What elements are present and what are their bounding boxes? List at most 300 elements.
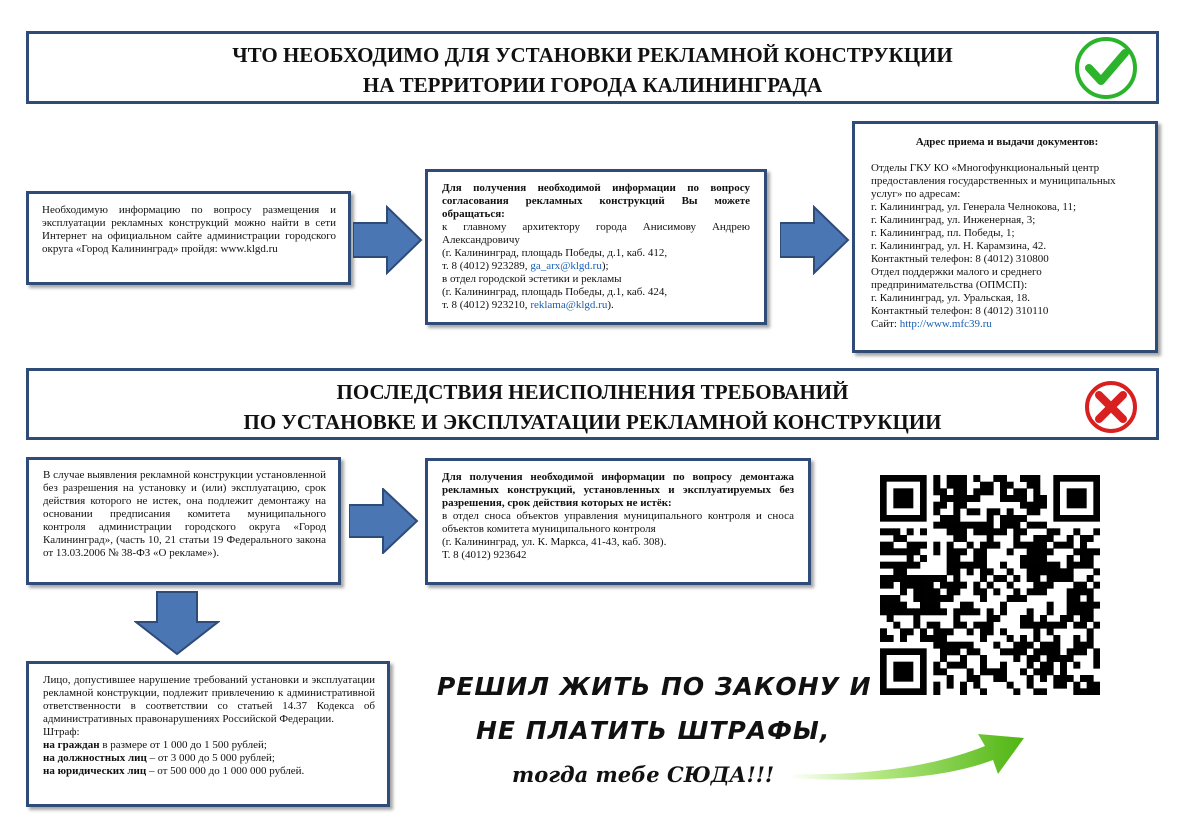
- qr-module: [900, 548, 907, 555]
- qr-module: [960, 622, 967, 629]
- contact-line3: [442, 260, 750, 273]
- qr-module: [1067, 535, 1074, 542]
- qr-module: [953, 515, 960, 522]
- qr-module: [1020, 502, 1027, 509]
- qr-module: [1033, 628, 1040, 635]
- qr-module: [1040, 522, 1047, 529]
- qr-module: [1093, 528, 1100, 535]
- contact-phone-2: т. 8 (4012) 923210,: [442, 299, 531, 311]
- qr-module: [980, 595, 987, 602]
- qr-module: [953, 548, 960, 555]
- qr-module: [1067, 595, 1074, 602]
- qr-module: [980, 568, 987, 575]
- qr-module: [973, 508, 980, 515]
- qr-module: [1053, 635, 1060, 642]
- qr-module: [1087, 615, 1094, 622]
- qr-module: [980, 522, 987, 529]
- qr-module: [980, 655, 987, 662]
- qr-module: [887, 608, 894, 615]
- qr-module: [1000, 522, 1007, 529]
- qr-module: [967, 495, 974, 502]
- banner-requirements: [26, 31, 1159, 104]
- qr-module: [987, 488, 994, 495]
- qr-module: [987, 535, 994, 542]
- qr-module: [993, 528, 1000, 535]
- qr-module: [1020, 562, 1027, 569]
- qr-module: [1040, 568, 1047, 575]
- qr-module: [947, 682, 954, 689]
- qr-module: [920, 528, 927, 535]
- qr-module: [1007, 515, 1014, 522]
- fine-citizens-amount: в размере от 1 000 до 1 500 рублей;: [99, 739, 267, 751]
- qr-module: [887, 595, 894, 602]
- qr-module: [1093, 682, 1100, 689]
- contact-box: [425, 169, 767, 325]
- qr-module: [953, 562, 960, 569]
- qr-module: [940, 495, 947, 502]
- address-line: г. Калининград, ул. Н. Карамзина, 42.: [871, 240, 1047, 252]
- qr-module: [973, 522, 980, 529]
- qr-module: [907, 628, 914, 635]
- qr-module: [973, 648, 980, 655]
- qr-module: [1013, 528, 1020, 535]
- qr-module: [953, 622, 960, 629]
- qr-module: [980, 542, 987, 549]
- qr-module: [1073, 562, 1080, 569]
- qr-module: [900, 628, 907, 635]
- qr-module: [1080, 555, 1087, 562]
- qr-module: [1013, 688, 1020, 695]
- qr-module: [987, 615, 994, 622]
- qr-module: [1020, 615, 1027, 622]
- contact-line1: к главному архитектору города Анисимову Андрею Александровичу: [442, 221, 750, 246]
- qr-module: [1007, 482, 1014, 489]
- qr-module: [1067, 648, 1074, 655]
- qr-module: [1027, 682, 1034, 689]
- qr-module: [1000, 488, 1007, 495]
- qr-module: [947, 515, 954, 522]
- qr-module: [1000, 515, 1007, 522]
- qr-module: [893, 548, 900, 555]
- qr-module: [1020, 648, 1027, 655]
- qr-module: [1060, 542, 1067, 549]
- qr-module: [1007, 508, 1014, 515]
- qr-module: [1053, 575, 1060, 582]
- qr-module: [893, 622, 900, 629]
- qr-module: [1060, 568, 1067, 575]
- qr-module: [933, 522, 940, 529]
- dismantle-contact-line1: в отдел сноса объектов управления муниципального контроля и сноса объектов комитета муниципального контроля: [442, 510, 794, 535]
- qr-module: [993, 575, 1000, 582]
- qr-module: [947, 642, 954, 649]
- qr-module: [1047, 602, 1054, 609]
- qr-module: [933, 548, 940, 555]
- info-text: Необходимую информацию по вопросу размещения и эксплуатации рекламных конструкций можно найти в сети Интернет на официальном сайте администрации городского округа «Город Калининград» пройдя: www.klgd.ru: [42, 204, 336, 255]
- qr-module: [1027, 642, 1034, 649]
- qr-module: [1033, 522, 1040, 529]
- qr-module: [1053, 655, 1060, 662]
- qr-module: [1067, 602, 1074, 609]
- qr-module: [1073, 602, 1080, 609]
- qr-module: [1040, 502, 1047, 509]
- qr-module: [967, 542, 974, 549]
- qr-module: [1027, 615, 1034, 622]
- qr-module: [1007, 635, 1014, 642]
- qr-module: [933, 682, 940, 689]
- qr-module: [987, 622, 994, 629]
- contact-line5: (г. Калининград, площадь Победы, д.1, каб. 424,: [442, 286, 668, 298]
- qr-module: [1073, 595, 1080, 602]
- qr-module: [1073, 642, 1080, 649]
- qr-module: [1013, 575, 1020, 582]
- contact-line3-suffix: );: [601, 260, 609, 272]
- qr-module: [993, 615, 1000, 622]
- qr-module: [900, 608, 907, 615]
- qr-module: [987, 542, 994, 549]
- qr-module: [1060, 575, 1067, 582]
- qr-module: [900, 582, 907, 589]
- qr-module: [960, 582, 967, 589]
- qr-module: [967, 568, 974, 575]
- qr-finder: [1067, 488, 1087, 508]
- qr-module: [987, 568, 994, 575]
- qr-module: [973, 582, 980, 589]
- qr-module: [920, 588, 927, 595]
- qr-module: [973, 682, 980, 689]
- qr-module: [1060, 668, 1067, 675]
- qr-module: [907, 548, 914, 555]
- qr-module: [880, 608, 887, 615]
- qr-module: [953, 502, 960, 509]
- qr-module: [1033, 622, 1040, 629]
- qr-module: [907, 555, 914, 562]
- qr-module: [1040, 588, 1047, 595]
- qr-module: [1033, 488, 1040, 495]
- qr-module: [907, 562, 914, 569]
- banner-requirements-line2: НА ТЕРРИТОРИИ ГОРОДА КАЛИНИНГРАДА: [362, 73, 823, 97]
- qr-module: [933, 575, 940, 582]
- qr-module: [1067, 675, 1074, 682]
- qr-module: [960, 475, 967, 482]
- qr-module: [1073, 588, 1080, 595]
- qr-module: [987, 608, 994, 615]
- qr-module: [1020, 642, 1027, 649]
- qr-module: [1033, 635, 1040, 642]
- qr-module: [993, 668, 1000, 675]
- slogan-line2: НЕ ПЛАТИТЬ ШТРАФЫ,: [476, 716, 831, 745]
- qr-module: [893, 535, 900, 542]
- qr-module: [920, 635, 927, 642]
- qr-module: [1093, 548, 1100, 555]
- qr-module: [1093, 582, 1100, 589]
- qr-module: [1007, 495, 1014, 502]
- qr-module: [1073, 622, 1080, 629]
- qr-module: [913, 588, 920, 595]
- qr-module: [1013, 595, 1020, 602]
- qr-module: [953, 488, 960, 495]
- qr-module: [987, 522, 994, 529]
- qr-module: [973, 622, 980, 629]
- qr-module: [1027, 588, 1034, 595]
- qr-module: [973, 475, 980, 482]
- qr-module: [880, 575, 887, 582]
- qr-module: [987, 482, 994, 489]
- qr-module: [960, 502, 967, 509]
- qr-module: [1040, 688, 1047, 695]
- qr-module: [1060, 662, 1067, 669]
- qr-module: [953, 662, 960, 669]
- qr-module: [953, 475, 960, 482]
- qr-module: [1040, 662, 1047, 669]
- qr-module: [1087, 588, 1094, 595]
- fine-officials-amount: – от 3 000 до 5 000 рублей;: [146, 752, 275, 764]
- qr-module: [913, 608, 920, 615]
- qr-module: [940, 668, 947, 675]
- fine-legal: [43, 765, 375, 778]
- qr-module: [1000, 628, 1007, 635]
- qr-module: [1080, 688, 1087, 695]
- qr-module: [953, 568, 960, 575]
- qr-module: [1033, 562, 1040, 569]
- qr-module: [960, 655, 967, 662]
- qr-module: [940, 488, 947, 495]
- qr-module: [947, 548, 954, 555]
- qr-module: [1067, 588, 1074, 595]
- qr-module: [1027, 502, 1034, 509]
- qr-module: [1013, 542, 1020, 549]
- qr-module: [1007, 582, 1014, 589]
- qr-module: [920, 575, 927, 582]
- qr-module: [973, 528, 980, 535]
- qr-module: [1047, 562, 1054, 569]
- contact-line4: в отдел городской эстетики и рекламы: [442, 273, 622, 285]
- qr-module: [1040, 675, 1047, 682]
- qr-module: [1013, 588, 1020, 595]
- qr-module: [1073, 635, 1080, 642]
- qr-module: [973, 555, 980, 562]
- qr-module: [880, 635, 887, 642]
- qr-module: [1020, 495, 1027, 502]
- arrow-right-1: [353, 205, 423, 275]
- qr-module: [900, 575, 907, 582]
- qr-module: [1080, 562, 1087, 569]
- qr-module: [1020, 488, 1027, 495]
- address-line: Отделы ГКУ КО «Многофункциональный центр предоставления государственных и муниципальных услуг» по адресам:: [871, 162, 1116, 200]
- qr-module: [1080, 615, 1087, 622]
- qr-module: [947, 542, 954, 549]
- qr-module: [993, 475, 1000, 482]
- fine-label: Штраф:: [43, 726, 80, 738]
- qr-module: [880, 542, 887, 549]
- address-line: г. Калининград, пл. Победы, 1;: [871, 227, 1015, 239]
- qr-module: [1007, 548, 1014, 555]
- qr-module: [1080, 648, 1087, 655]
- site-link[interactable]: http://www.mfc39.ru: [899, 318, 992, 330]
- address-line: Контактный телефон: 8 (4012) 310110: [871, 305, 1049, 317]
- address-line: г. Калининград, ул. Уральская, 18.: [871, 292, 1031, 304]
- qr-module: [1033, 502, 1040, 509]
- qr-code[interactable]: [880, 475, 1100, 695]
- qr-module: [1033, 668, 1040, 675]
- qr-module: [1060, 675, 1067, 682]
- qr-module: [1067, 562, 1074, 569]
- qr-module: [960, 642, 967, 649]
- qr-module: [953, 535, 960, 542]
- qr-module: [1033, 588, 1040, 595]
- qr-module: [1040, 562, 1047, 569]
- contact-line2: (г. Калининград, площадь Победы, д.1, каб. 412,: [442, 247, 668, 259]
- qr-module: [1040, 548, 1047, 555]
- qr-module: [1000, 668, 1007, 675]
- qr-module: [1040, 648, 1047, 655]
- qr-module: [900, 535, 907, 542]
- contact-phone-1: т. 8 (4012) 923289,: [442, 260, 531, 272]
- address-line: Отдел поддержки малого и среднего предпринимательства (ОПМСП):: [871, 266, 1042, 291]
- qr-module: [1060, 655, 1067, 662]
- fine-box: [26, 661, 390, 807]
- qr-module: [947, 582, 954, 589]
- qr-module: [927, 588, 934, 595]
- qr-module: [980, 662, 987, 669]
- qr-module: [1040, 555, 1047, 562]
- qr-module: [1080, 602, 1087, 609]
- qr-module: [1080, 588, 1087, 595]
- qr-module: [1093, 602, 1100, 609]
- qr-module: [960, 488, 967, 495]
- email-link-ga-arx[interactable]: ga_arx@klgd.ru: [530, 260, 602, 272]
- qr-module: [1027, 562, 1034, 569]
- qr-module: [1033, 542, 1040, 549]
- qr-module: [1013, 642, 1020, 649]
- qr-module: [980, 482, 987, 489]
- arrow-down: [134, 590, 220, 656]
- qr-module: [1060, 615, 1067, 622]
- qr-module: [1040, 668, 1047, 675]
- qr-module: [980, 548, 987, 555]
- qr-module: [933, 635, 940, 642]
- qr-module: [1007, 595, 1014, 602]
- qr-module: [933, 642, 940, 649]
- qr-module: [940, 575, 947, 582]
- qr-module: [1087, 602, 1094, 609]
- qr-module: [1013, 535, 1020, 542]
- qr-module: [960, 688, 967, 695]
- address-line: г. Калининград, ул. Инженерная, 3;: [871, 214, 1036, 226]
- fine-text: Лицо, допустившее нарушение требований установки и эксплуатации рекламной конструкции, подлежит привлечению к административной ответственности в соответствии со статьей 14.37 Кодекса об административных правонарушениях Российской Федерации.: [43, 674, 375, 725]
- qr-module: [900, 568, 907, 575]
- qr-module: [1080, 542, 1087, 549]
- qr-module: [980, 622, 987, 629]
- qr-module: [1013, 648, 1020, 655]
- qr-module: [1073, 682, 1080, 689]
- qr-module: [1053, 648, 1060, 655]
- qr-module: [1080, 675, 1087, 682]
- qr-module: [1047, 622, 1054, 629]
- qr-module: [1033, 555, 1040, 562]
- qr-module: [913, 622, 920, 629]
- qr-module: [1033, 535, 1040, 542]
- qr-module: [913, 615, 920, 622]
- fine-legal-amount: – от 500 000 до 1 000 000 рублей.: [146, 765, 305, 777]
- fine-citizens: [43, 739, 375, 752]
- qr-module: [953, 482, 960, 489]
- qr-module: [1093, 568, 1100, 575]
- qr-module: [1080, 582, 1087, 589]
- qr-module: [1040, 615, 1047, 622]
- qr-module: [967, 675, 974, 682]
- qr-module: [880, 602, 887, 609]
- qr-module: [1053, 562, 1060, 569]
- qr-module: [973, 608, 980, 615]
- qr-module: [953, 608, 960, 615]
- qr-module: [1087, 682, 1094, 689]
- slogan-line1: РЕШИЛ ЖИТЬ ПО ЗАКОНУ И: [437, 672, 872, 701]
- qr-module: [1087, 555, 1094, 562]
- qr-module: [1000, 495, 1007, 502]
- qr-module: [880, 628, 887, 635]
- qr-module: [1007, 522, 1014, 529]
- qr-module: [947, 662, 954, 669]
- qr-module: [967, 608, 974, 615]
- qr-module: [980, 668, 987, 675]
- dismantle-contact-line2: (г. Калининград, ул. К. Маркса, 41-43, каб. 308).: [442, 536, 667, 548]
- qr-module: [1033, 582, 1040, 589]
- qr-module: [947, 482, 954, 489]
- qr-module: [920, 608, 927, 615]
- slogan-line3: тогда тебе СЮДА!!!: [512, 762, 775, 787]
- address-box: [852, 121, 1158, 353]
- qr-module: [1040, 495, 1047, 502]
- address-site: [871, 318, 1143, 331]
- qr-module: [1047, 662, 1054, 669]
- qr-module: [933, 502, 940, 509]
- qr-module: [947, 495, 954, 502]
- qr-module: [900, 635, 907, 642]
- qr-module: [1073, 528, 1080, 535]
- qr-module: [913, 582, 920, 589]
- qr-module: [1007, 568, 1014, 575]
- qr-module: [947, 648, 954, 655]
- qr-module: [1087, 608, 1094, 615]
- checkmark-icon: [1073, 35, 1139, 101]
- qr-module: [953, 648, 960, 655]
- qr-module: [960, 662, 967, 669]
- email-link-reklama[interactable]: reklama@klgd.ru: [530, 299, 608, 311]
- qr-module: [953, 528, 960, 535]
- qr-module: [1000, 528, 1007, 535]
- qr-module: [920, 582, 927, 589]
- qr-module: [1033, 508, 1040, 515]
- qr-module: [987, 508, 994, 515]
- dismantle-contact-heading: Для получения необходимой информации по вопросу демонтажа рекламных конструкций, установленных и эксплуатируемых без разрешения, срок действия которых не истёк:: [442, 471, 794, 509]
- qr-module: [940, 582, 947, 589]
- qr-module: [1020, 515, 1027, 522]
- qr-module: [1040, 582, 1047, 589]
- qr-module: [1027, 655, 1034, 662]
- qr-module: [1080, 535, 1087, 542]
- qr-module: [987, 628, 994, 635]
- qr-module: [913, 562, 920, 569]
- qr-module: [907, 582, 914, 589]
- qr-module: [1033, 568, 1040, 575]
- qr-module: [1040, 542, 1047, 549]
- qr-module: [940, 648, 947, 655]
- qr-module: [1073, 582, 1080, 589]
- qr-module: [920, 628, 927, 635]
- qr-module: [887, 615, 894, 622]
- qr-module: [967, 602, 974, 609]
- qr-module: [887, 542, 894, 549]
